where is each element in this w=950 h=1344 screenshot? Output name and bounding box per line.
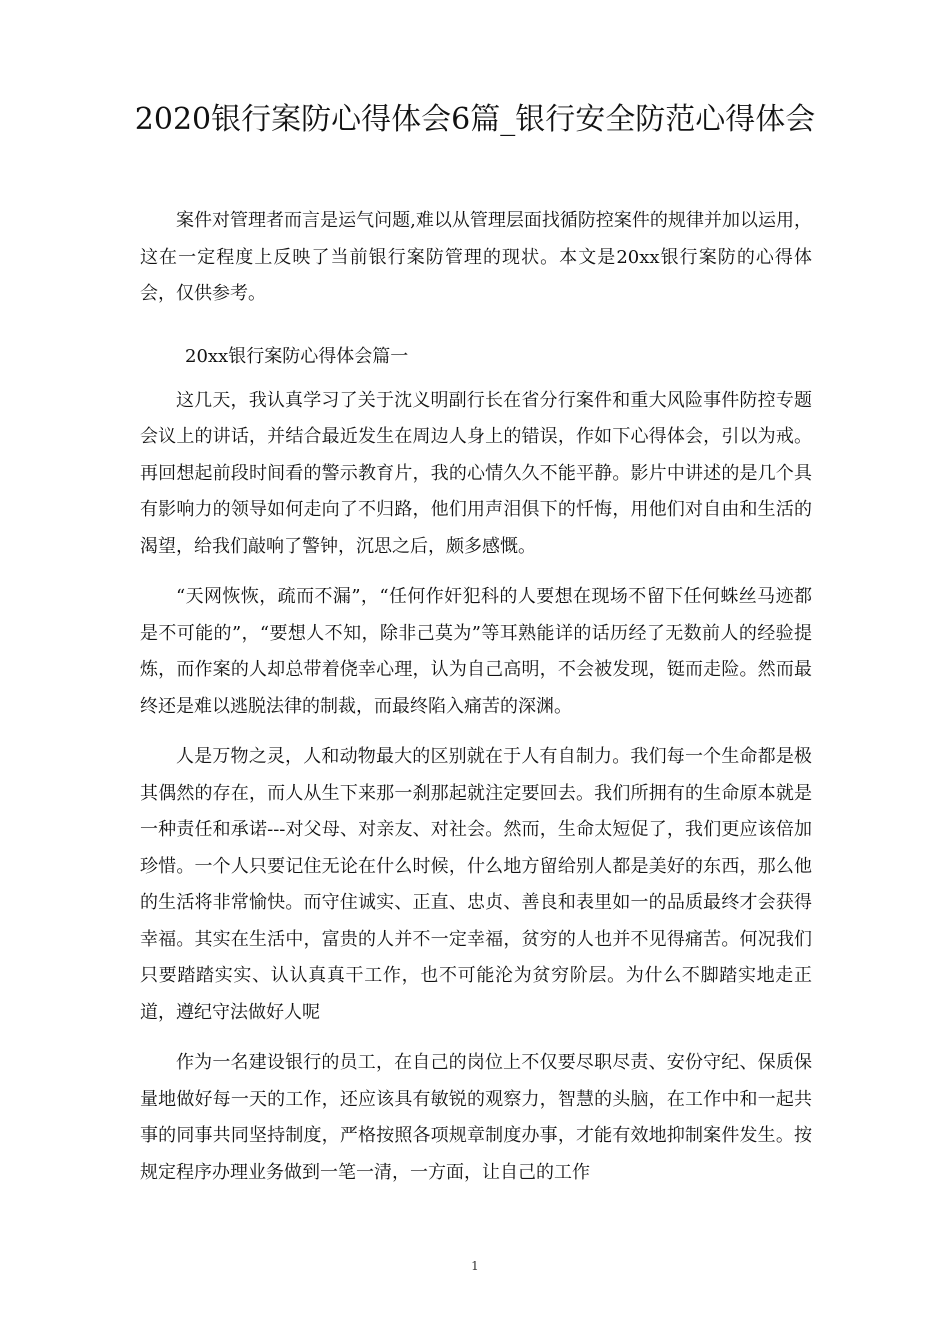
- body-paragraph-3: 人是万物之灵，人和动物最大的区别就在于人有自制力。我们每一个生命都是极其偶然的存在，而人从生下来那一刹那起就注定要回去。我们所拥有的生命原本就是一种责任和承诺---对父母、对亲友、对社会。然而，生命太短促了，我们更应该倍加珍惜。一个人只要记住无论在什么时候，什么地方留给别人都是美好的东西，那么他的生活将非常愉快。而守住诚实、正直、忠贞、善良和表里如一的品质最终才会获得幸福。其实在生活中，富贵的人并不一定幸福，贫穷的人也并不见得痛苦。何况我们只要踏踏实实、认认真真干工作，也不可能沦为贫穷阶层。为什么不脚踏实地走正道，遵纪守法做好人呢: [140, 746, 812, 1023]
- document-body: [140, 203, 812, 1191]
- body-paragraph-2: “天网恢恢，疏而不漏”，“任何作奸犯科的人要想在现场不留下任何蛛丝马迹都是不可能的”，“要想人不知，除非己莫为”等耳熟能详的话历经了无数前人的经验提炼，而作案的人却总带着侥幸心理，认为自己高明，不会被发现，铤而走险。然而最终还是难以逃脱法律的制裁，而最终陷入痛苦的深渊。: [140, 586, 812, 717]
- page-number: 1: [471, 1259, 479, 1273]
- intro-paragraph: 案件对管理者而言是运气问题,难以从管理层面找循防控案件的规律并加以运用，这在一定程度上反映了当前银行案防管理的现状。本文是20xx银行案防的心得体会，仅供参考。: [140, 210, 812, 304]
- body-paragraph-1: 这几天，我认真学习了关于沈义明副行长在省分行案件和重大风险事件防控专题会议上的讲话，并结合最近发生在周边人身上的错误，作如下心得体会，引以为戒。再回想起前段时间看的警示教育片，我的心情久久不能平静。影片中讲述的是几个具有影响力的领导如何走向了不归路，他们用声泪俱下的忏悔，用他们对自由和生活的渴望，给我们敲响了警钟，沉思之后，颇多感慨。: [140, 389, 812, 557]
- document-title: 2020银行案防心得体会6篇_银行安全防范心得体会: [134, 102, 816, 137]
- section-heading: 20xx银行案防心得体会篇一: [185, 345, 409, 367]
- body-paragraph-4: 作为一名建设银行的员工，在自己的岗位上不仅要尽职尽责、安份守纪、保质保量地做好每一天的工作，还应该具有敏锐的观察力，智慧的头脑，在工作中和一起共事的同事共同坚持制度，严格按照各项规章制度办事，才能有效地抑制案件发生。按规定程序办理业务做到一笔一清，一方面，让自己的工作: [140, 1052, 812, 1183]
